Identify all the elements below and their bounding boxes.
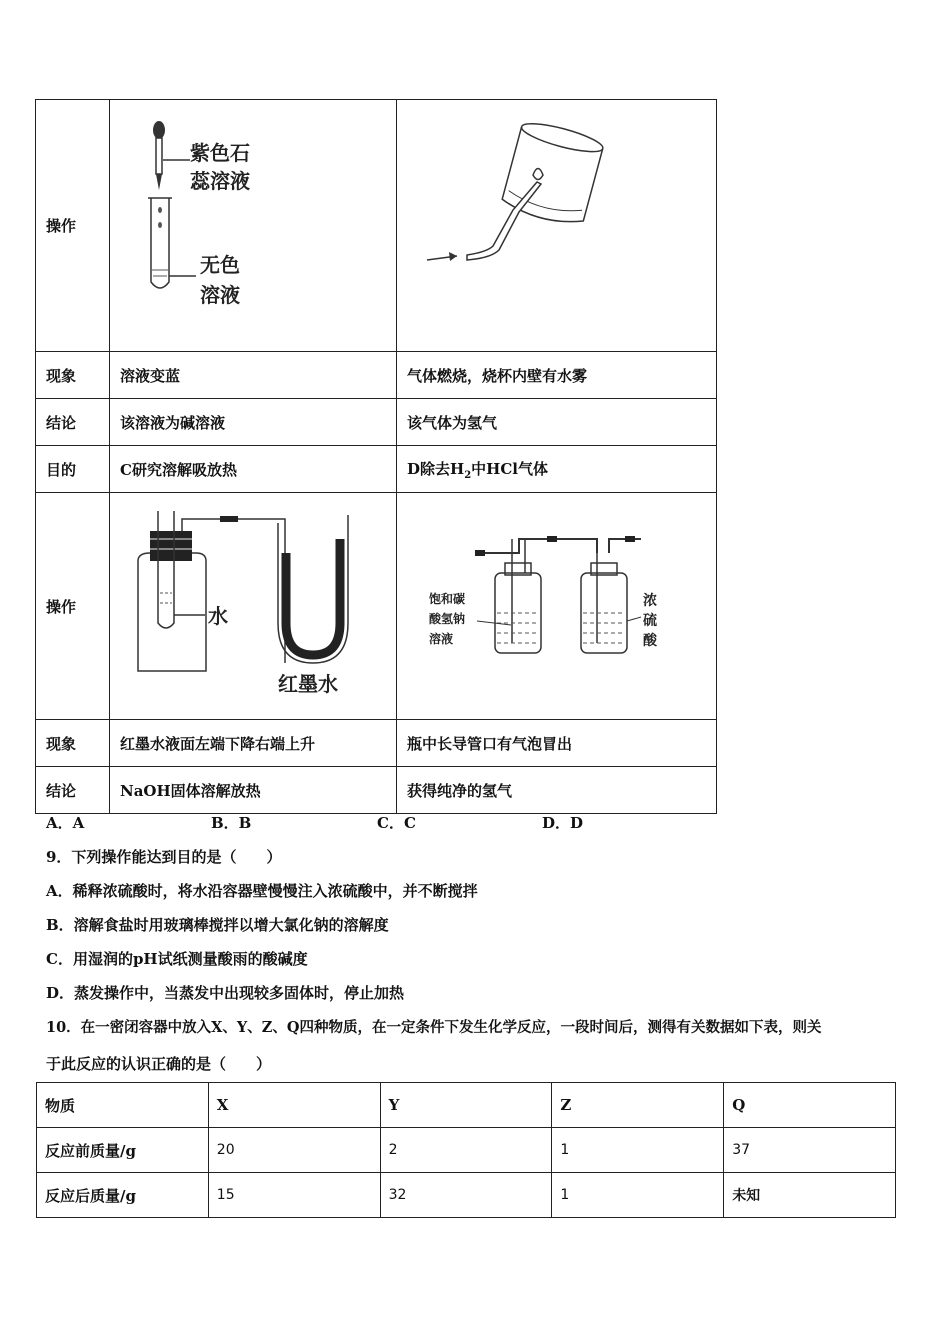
dissolution-figure-cell bbox=[110, 493, 397, 720]
row-label: 目的 bbox=[36, 446, 110, 493]
cell-left: C研究溶解吸放热 bbox=[110, 446, 397, 493]
cell-right bbox=[397, 446, 717, 493]
q10-stem-line2: 于此反应的认识正确的是（ ） bbox=[46, 1055, 272, 1073]
header-cell: Z bbox=[552, 1083, 724, 1128]
gas-washing-figure-cell bbox=[397, 493, 717, 720]
cell-right-suffix: 中HCl气体 bbox=[471, 459, 548, 478]
row-label: 结论 bbox=[36, 767, 110, 814]
stopper-icon bbox=[150, 531, 192, 561]
q9-option-d: D．蒸发操作中，当蒸发中出现较多固体时，停止加热 bbox=[46, 984, 405, 1002]
header-cell: 物质 bbox=[37, 1083, 209, 1128]
nahco3-label-1: 饱和碳 bbox=[429, 592, 466, 606]
table-row bbox=[36, 446, 717, 493]
cell-right: 瓶中长导管口有气泡冒出 bbox=[397, 720, 717, 767]
table-row bbox=[36, 493, 717, 720]
cell-right-sub: 2 bbox=[464, 469, 472, 481]
table-cell: 1 bbox=[552, 1128, 724, 1173]
table-cell: 37 bbox=[724, 1128, 896, 1173]
cell-left: 溶液变蓝 bbox=[110, 352, 397, 399]
q8-option-b: B．B bbox=[211, 814, 252, 832]
q10-stem-line1: 10．在一密闭容器中放入X、Y、Z、Q四种物质，在一定条件下发生化学反应，一段时间后，测得有关数据如下表，则关 bbox=[46, 1019, 822, 1036]
table-row bbox=[36, 100, 717, 352]
acid-label-2: 硫 bbox=[643, 613, 657, 629]
table-cell: 1 bbox=[552, 1173, 724, 1218]
cell-right-prefix: D除去H bbox=[407, 459, 465, 478]
litmus-label-1: 紫色石 bbox=[190, 141, 250, 165]
litmus-test-figure bbox=[110, 100, 397, 347]
header-cell: X bbox=[208, 1083, 380, 1128]
q9-option-a: A．稀释浓硫酸时，将水沿容器壁慢慢注入浓硫酸中，并不断搅拌 bbox=[46, 882, 478, 900]
row-label: 操作 bbox=[36, 100, 110, 352]
table-header-row bbox=[37, 1083, 896, 1128]
colorless-label-2: 溶液 bbox=[200, 283, 240, 307]
row-label: 现象 bbox=[36, 720, 110, 767]
gas-washing-figure bbox=[397, 493, 717, 715]
cell-left: NaOH固体溶解放热 bbox=[110, 767, 397, 814]
row-label: 反应前质量/g bbox=[37, 1128, 209, 1173]
table-row bbox=[36, 399, 717, 446]
table-row bbox=[36, 767, 717, 814]
row-label: 操作 bbox=[36, 493, 110, 720]
dissolution-heat-figure bbox=[110, 493, 397, 715]
q8-option-a: A．A bbox=[46, 814, 85, 832]
table-cell: 32 bbox=[380, 1173, 552, 1218]
q9-stem: 9．下列操作能达到目的是（ ） bbox=[46, 848, 282, 866]
q8-options bbox=[46, 812, 646, 834]
inner-tube-icon bbox=[158, 511, 174, 628]
table-row bbox=[36, 352, 717, 399]
bottle-icon bbox=[138, 553, 206, 671]
connecting-tube-icon bbox=[182, 519, 285, 663]
q10-data-table bbox=[36, 1082, 896, 1218]
dropper-tip-icon bbox=[156, 174, 162, 190]
gas-pipeline-icon bbox=[475, 539, 641, 553]
litmus-label-2: 蕊溶液 bbox=[190, 169, 250, 193]
table-cell: 未知 bbox=[724, 1173, 896, 1218]
gas-burning-figure bbox=[397, 100, 717, 347]
beaker-figure-cell bbox=[397, 100, 717, 352]
red-ink-liquid-icon bbox=[286, 539, 340, 655]
table-cell: 20 bbox=[208, 1128, 380, 1173]
cell-right: 该气体为氢气 bbox=[397, 399, 717, 446]
table-row bbox=[37, 1128, 896, 1173]
table-cell: 15 bbox=[208, 1173, 380, 1218]
dropper-bulb-icon bbox=[153, 121, 165, 139]
acid-label-3: 酸 bbox=[643, 633, 657, 649]
q9-option-c: C．用湿润的pH试纸测量酸雨的酸碱度 bbox=[46, 950, 308, 968]
q9-option-b: B．溶解食盐时用玻璃棒搅拌以增大氯化钠的溶解度 bbox=[46, 916, 389, 934]
row-label: 反应后质量/g bbox=[37, 1173, 209, 1218]
q8-option-c: C．C bbox=[377, 814, 416, 832]
water-label: 水 bbox=[208, 604, 228, 628]
table-row bbox=[37, 1173, 896, 1218]
experiment-table bbox=[35, 99, 717, 814]
nahco3-label-2: 酸氢钠 bbox=[429, 612, 466, 626]
table-row bbox=[36, 720, 717, 767]
cell-left: 该溶液为碱溶液 bbox=[110, 399, 397, 446]
row-label: 现象 bbox=[36, 352, 110, 399]
colorless-label-1: 无色 bbox=[200, 253, 240, 277]
q8-option-d: D．D bbox=[542, 814, 584, 832]
header-cell: Y bbox=[380, 1083, 552, 1128]
litmus-figure-cell bbox=[110, 100, 397, 352]
header-cell: Q bbox=[724, 1083, 896, 1128]
cell-right: 获得纯净的氢气 bbox=[397, 767, 717, 814]
acid-label-1: 浓 bbox=[643, 593, 657, 609]
red-ink-label: 红墨水 bbox=[278, 672, 338, 696]
cell-left: 红墨水液面左端下降右端上升 bbox=[110, 720, 397, 767]
row-label: 结论 bbox=[36, 399, 110, 446]
flame-icon bbox=[533, 169, 543, 180]
dropper-tube-icon bbox=[156, 138, 162, 174]
nahco3-label-3: 溶液 bbox=[429, 632, 454, 646]
table-cell: 2 bbox=[380, 1128, 552, 1173]
cell-right: 气体燃烧，烧杯内壁有水雾 bbox=[397, 352, 717, 399]
